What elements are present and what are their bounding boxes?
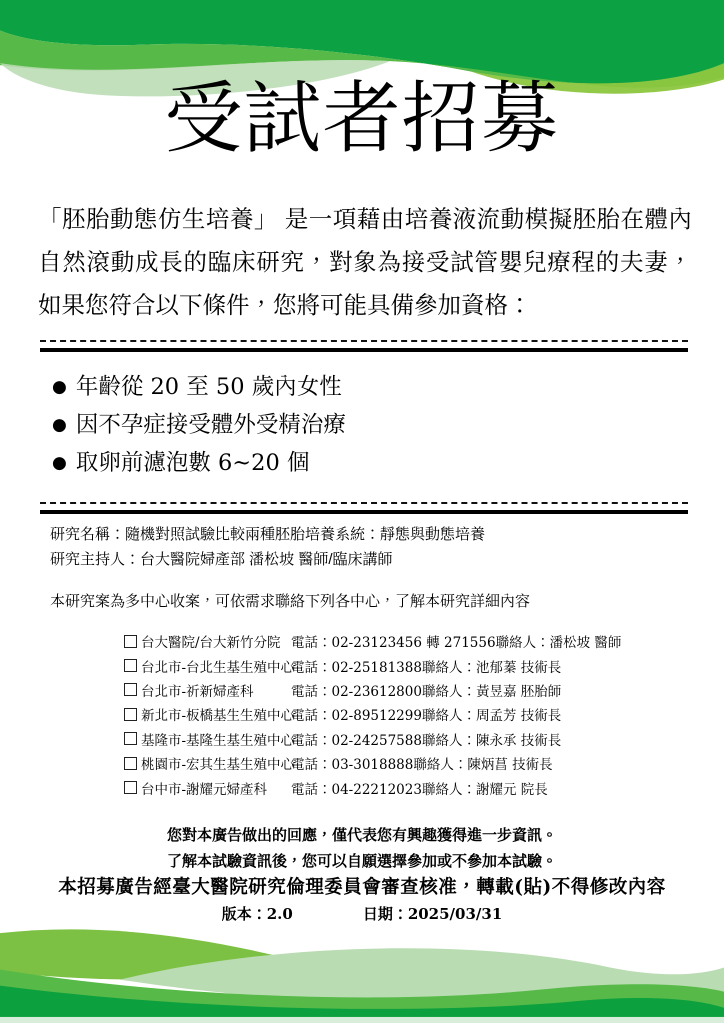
center-contact: 聯絡人：陳炳菖 技術長 [413,757,553,774]
criteria-list [52,368,346,482]
center-row [124,775,621,799]
center-checkbox[interactable] [124,781,137,794]
center-phone: 電話：04-22212023 [291,781,422,798]
study-info [50,522,485,572]
version-label: 版本：2.0 [221,905,293,923]
criteria-text: 取卵前濾泡數 6~20 個 [75,450,310,476]
center-row [124,678,621,702]
criteria-text: 年齡從 20 至 50 歲內女性 [75,374,342,400]
center-contact: 聯絡人：陳永承 技術長 [421,732,562,749]
center-name: 台北市-台北生基生殖中心 [141,659,295,676]
criteria-item [52,368,346,406]
footer-irb-approval-note: 本招募廣告經臺大醫院研究倫理委員會審查核准，轉載(貼)不得修改內容 [58,877,666,898]
center-row [124,629,621,653]
center-contact: 聯絡人：池郁蓁 技術長 [421,659,562,676]
intro-paragraph: 「胚胎動態仿生培養」 是一項藉由培養液流動模擬胚胎在體內自然滾動成長的臨床研究，對象為接受試管嬰兒療程的夫妻，如果您符合以下條件，您將可能具備參加資格： [38,206,692,318]
center-contact: 聯絡人：黃昱嘉 胚胎師 [421,683,562,700]
footer-voluntary-note: 了解本試驗資訊後，您可以自願選擇參加或不參加本試驗。 [166,852,557,870]
center-phone: 電話：02-23123456 轉 271556 [291,635,496,652]
center-row [124,702,621,726]
center-name: 台大醫院/台大新竹分院 [141,635,281,652]
center-checkbox[interactable] [124,683,137,696]
multicenter-note: 本研究案為多中心收案，可依需求聯絡下列各中心，了解本研究詳細內容 [50,593,531,610]
footer-version-row [0,903,724,924]
center-phone: 電話：02-25181388 [291,659,422,676]
bullet-icon: ● [52,376,67,397]
center-name: 台北市-祈新婦產科 [141,683,254,700]
center-checkbox[interactable] [124,732,137,745]
divider-bottom [40,502,688,514]
center-checkbox[interactable] [124,708,137,721]
center-contact: 聯絡人：潘松坡 醫師 [495,635,622,652]
divider-solid-line [40,510,688,514]
date-label: 日期：2025/03/31 [362,905,503,923]
center-phone: 電話：02-89512299 [291,708,422,725]
divider-dashed-line [40,502,688,504]
center-phone: 電話：03-3018888 [291,757,414,774]
center-row [124,727,621,751]
center-row [124,751,621,775]
footer-response-note: 您對本廣告做出的回應，僅代表您有興趣獲得進一步資訊。 [166,826,557,844]
center-contact: 聯絡人：謝耀元 院長 [421,781,548,798]
center-name: 桃園市-宏其生基生殖中心 [141,757,295,774]
bottom-wave-decoration [0,917,724,1023]
bullet-icon: ● [52,414,67,435]
center-phone: 電話：02-23612800 [291,683,422,700]
centers-list [124,629,621,800]
study-name: 研究名稱：隨機對照試驗比較兩種胚胎培養系統：靜態與動態培養 [50,526,486,543]
center-name: 基隆市-基隆生基生殖中心 [141,732,295,749]
criteria-item [52,444,346,482]
center-name: 新北市-板橋基生生殖中心 [141,708,295,725]
center-checkbox[interactable] [124,635,137,648]
criteria-text: 因不孕症接受體外受精治療 [75,412,346,438]
divider-dashed-line [40,340,688,342]
criteria-item [52,406,346,444]
center-checkbox[interactable] [124,659,137,672]
divider-top [40,340,688,352]
center-contact: 聯絡人：周孟芳 技術長 [421,708,562,725]
bullet-icon: ● [52,452,67,473]
center-row [124,653,621,677]
page-title: 受試者招募 [164,74,560,162]
center-name: 台中市-謝耀元婦產科 [141,781,268,798]
center-checkbox[interactable] [124,757,137,770]
center-phone: 電話：02-24257588 [291,732,422,749]
study-principal-investigator: 研究主持人：台大醫院婦產部 潘松坡 醫師/臨床講師 [50,551,393,568]
divider-solid-line [40,348,688,352]
